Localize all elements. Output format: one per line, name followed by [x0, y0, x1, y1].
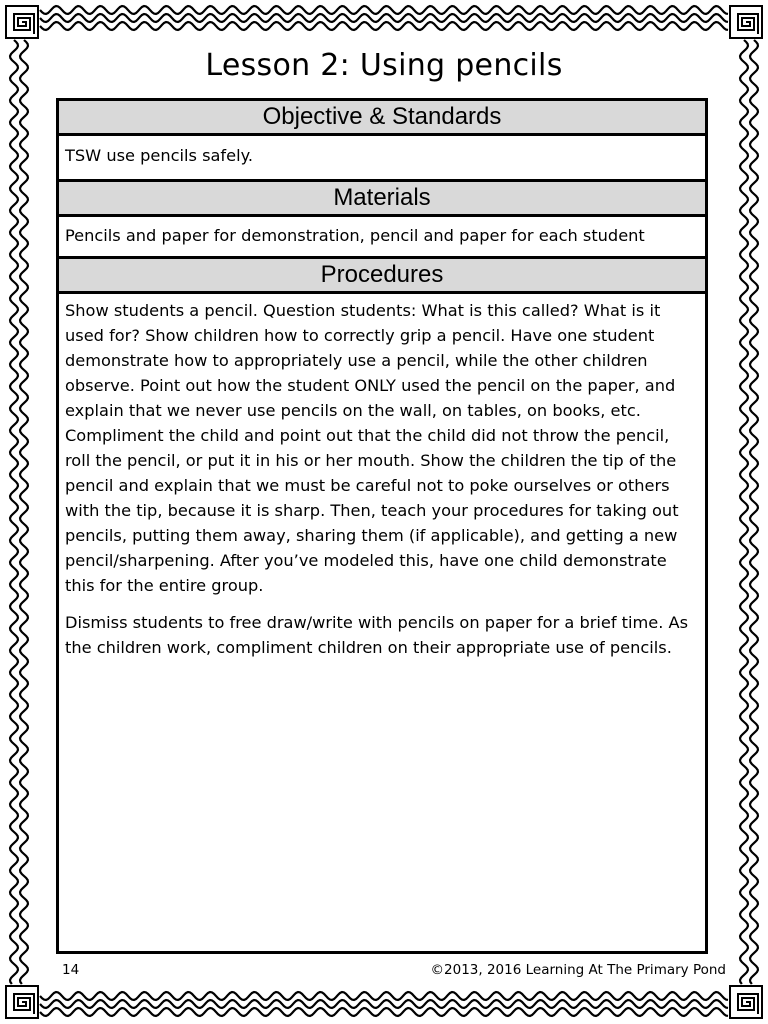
wavy-border-line [40, 992, 728, 1000]
objective-text: TSW use pencils safely. [65, 146, 254, 165]
corner-spiral-bottom-right [730, 986, 762, 1018]
copyright-footer: ©2013, 2016 Learning At The Primary Pond [430, 962, 726, 978]
objective-heading: Objective & Standards [59, 101, 705, 136]
corner-spiral-top-left [6, 6, 38, 38]
procedures-heading: Procedures [59, 259, 705, 294]
wavy-border-line [10, 40, 18, 984]
wavy-border-line [740, 40, 748, 984]
procedures-paragraph: Dismiss students to free draw/write with pencils on paper for a brief time. As the children work, compliment children on their appropriate use of pencils. [65, 613, 689, 657]
lesson-table [56, 98, 708, 954]
wavy-border-line [40, 1000, 728, 1008]
materials-text: Pencils and paper for demonstration, pencil and paper for each student [65, 226, 645, 245]
wavy-border-line [750, 40, 758, 984]
procedures-paragraph: Show students a pencil. Question students: What is this called? What is it used for? Show children how to correctly grip a pencil. Have one student demonstrate how to appropriately use a pencil, while the other children observe. Point out how the student ONLY used the pencil on the paper, and explain that we never use pencils on the wall, on tables, on books, etc. Compliment the child and point out that the child did not throw the pencil, roll the pencil, or put it in his or her mouth. Show the children the tip of the pencil and explain that we must be careful not to poke ourselves or others with the tip, because it is sharp. Then, teach your procedures for taking out pencils, putting them away, sharing them (if applicable), and getting a new pencil/sharpening. After you’ve modeled this, have one child demonstrate this for the entire group. [65, 301, 679, 595]
wavy-border-line [40, 6, 728, 14]
page-title: Lesson 2: Using pencils [205, 48, 563, 83]
page-number: 14 [62, 962, 80, 978]
materials-heading: Materials [59, 182, 705, 217]
corner-spiral-bottom-left [6, 986, 38, 1018]
corner-spiral-top-right [730, 6, 762, 38]
wavy-border-line [20, 40, 28, 984]
procedures-body [59, 298, 705, 672]
wavy-border-line [40, 22, 728, 30]
wavy-border-line [40, 14, 728, 22]
wavy-border-line [40, 1008, 728, 1016]
